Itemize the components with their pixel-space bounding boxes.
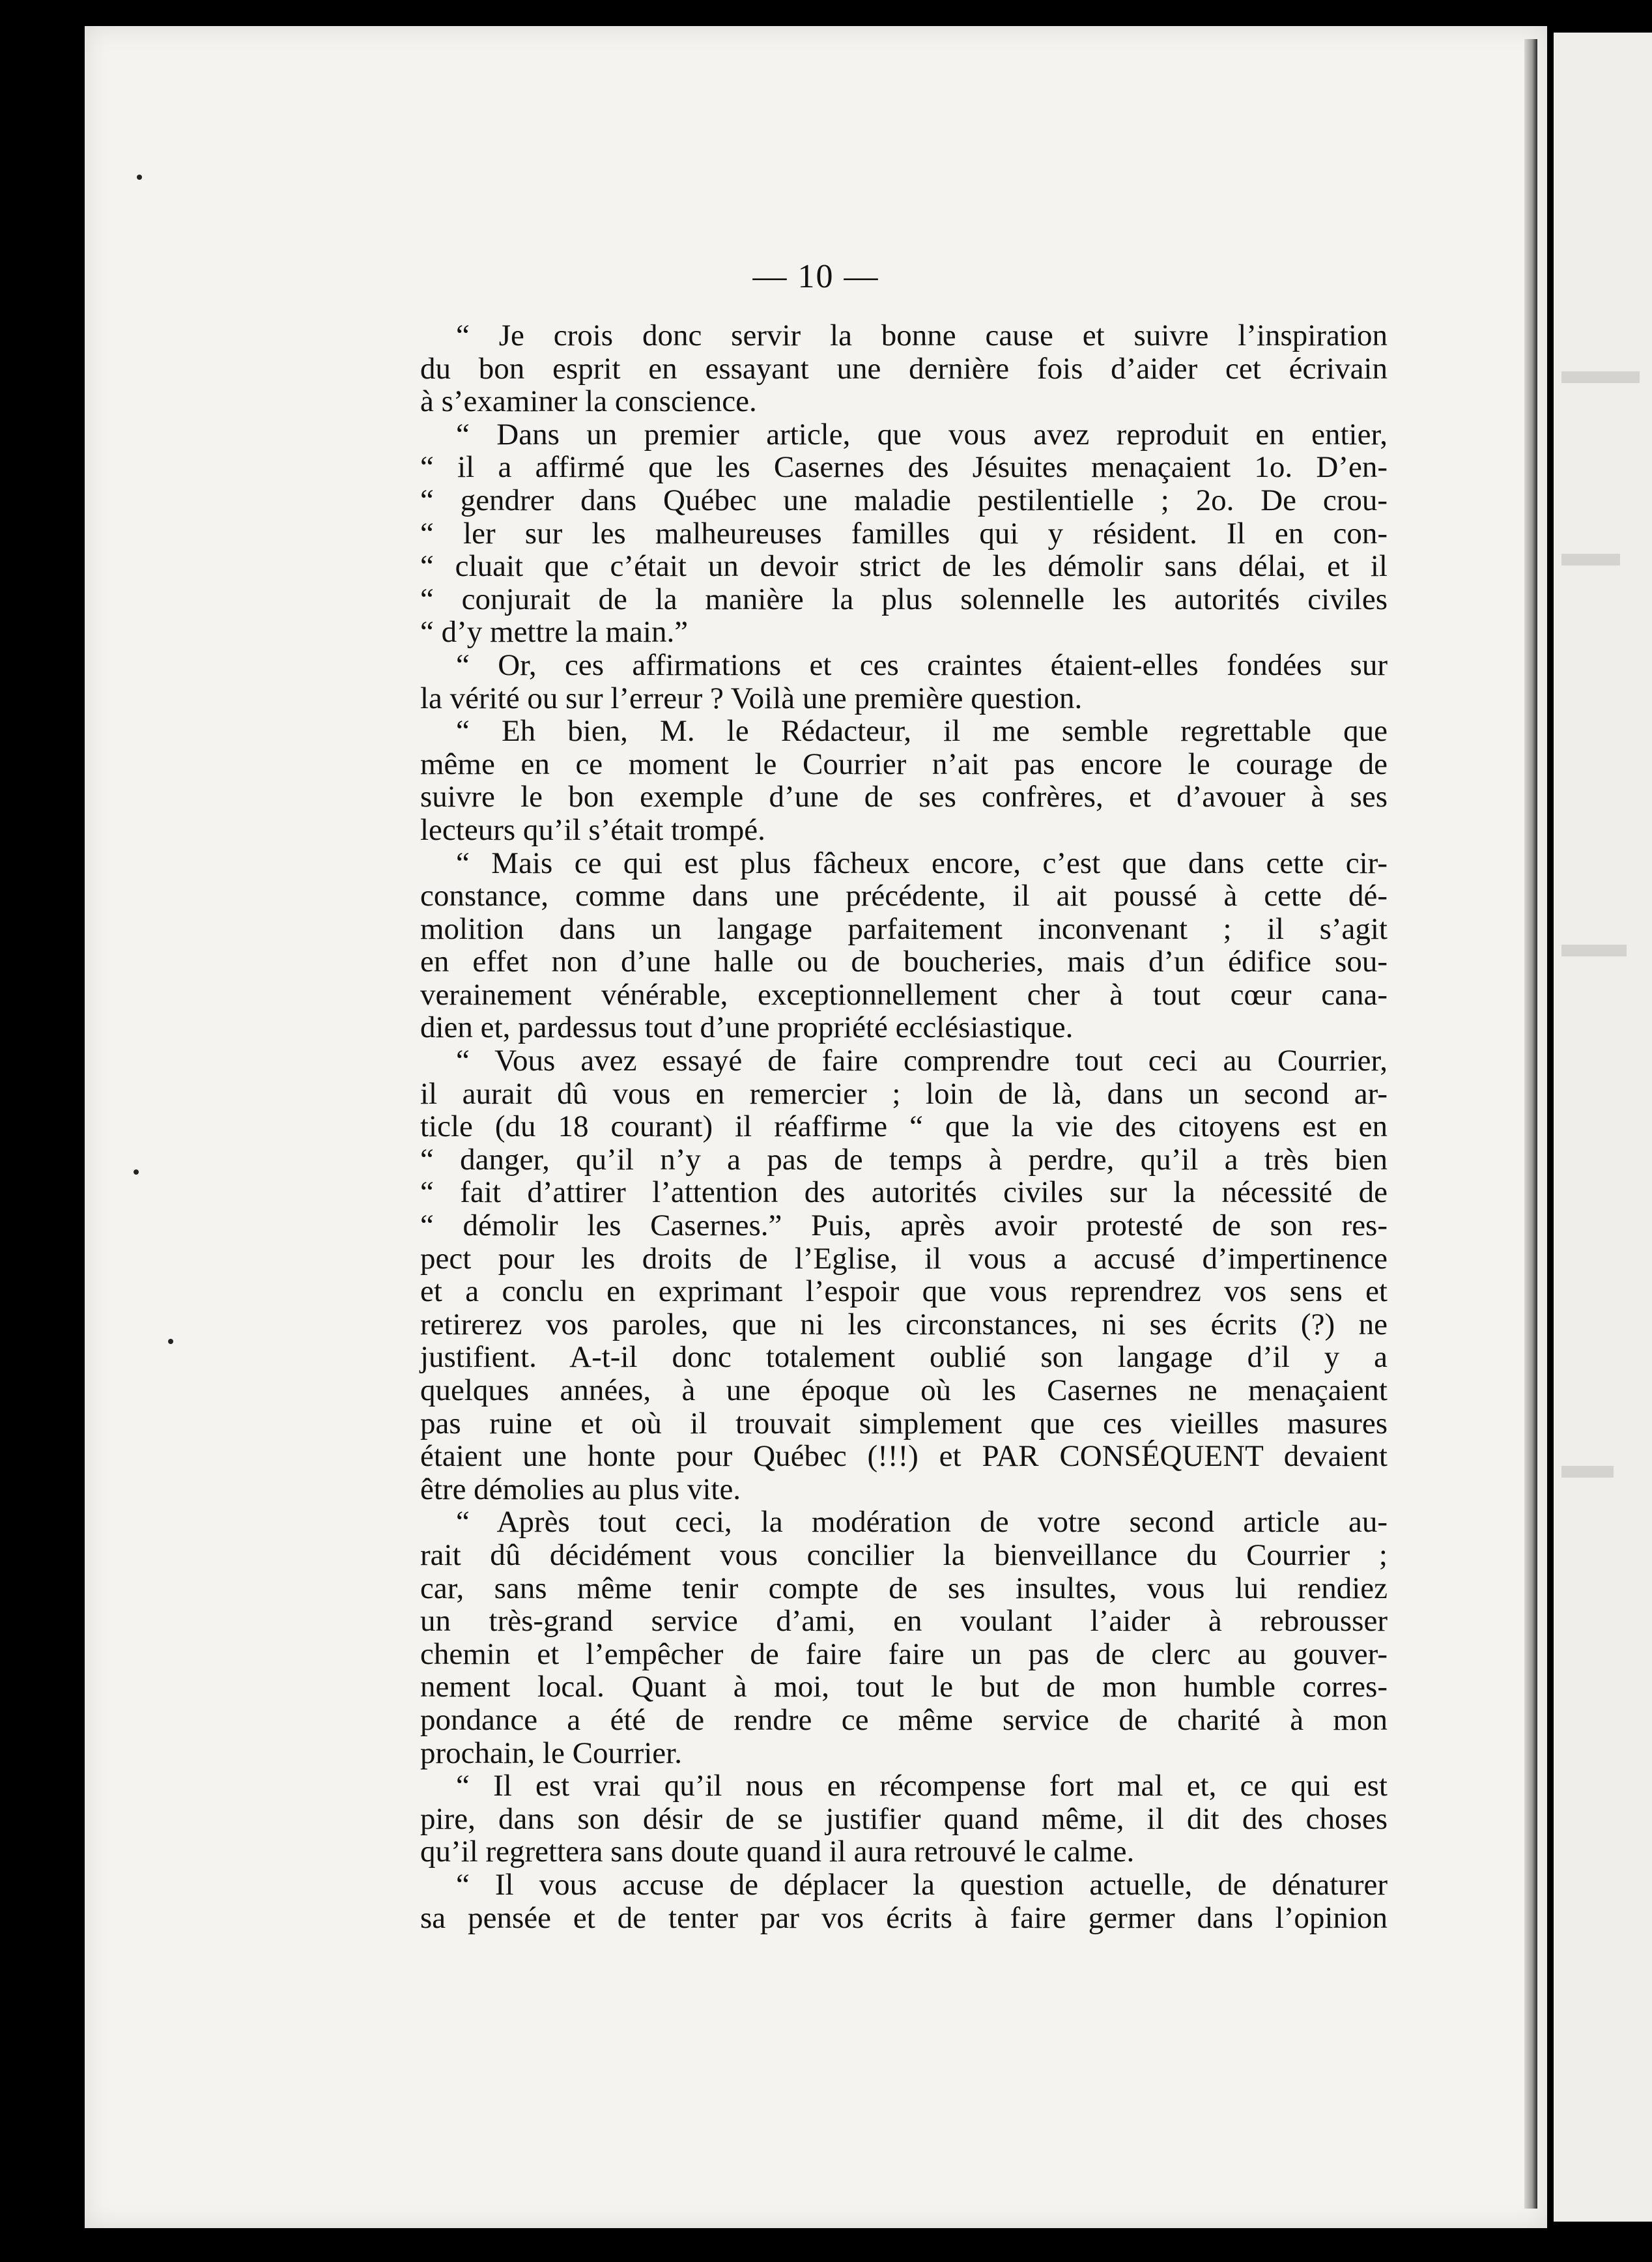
paragraph (420, 1769, 1388, 1868)
bleed-through-mark (1561, 1466, 1614, 1478)
scan-speck (134, 1169, 139, 1175)
text-line: il aurait dû vous en remercier ; loin de là, dans un second ar- (420, 1076, 1388, 1111)
text-line: et a conclu en exprimant l’espoir que vous reprendrez vos sens et (420, 1274, 1388, 1309)
text-line: pas ruine et où il trouvait simplement que ces vieilles masures (420, 1406, 1388, 1440)
text-line: étaient une honte pour Québec (!!!) et PAR CONSÉQUENT devaient (420, 1439, 1388, 1474)
page-number: — 10 — (752, 258, 879, 295)
document-page (85, 26, 1547, 2228)
text-line: en effet non d’une halle ou de boucheries, mais d’un édifice sou- (420, 945, 1388, 979)
bleed-through-mark (1561, 554, 1620, 566)
text-line: nement local. Quant à moi, tout le but de mon humble corres- (420, 1670, 1388, 1704)
text-line: être démolies au plus vite. (420, 1472, 741, 1506)
page-fold-shadow (1524, 39, 1537, 2209)
text-line: même en ce moment le Courrier n’ait pas encore le courage de (420, 747, 1388, 781)
body-text (420, 319, 1388, 1934)
text-line: “ Vous avez essayé de faire comprendre tout ceci au Courrier, (456, 1044, 1388, 1078)
text-line: “ conjurait de la manière la plus solennelle les autorités civiles (420, 582, 1388, 616)
text-line: “ d’y mettre la main.” (420, 615, 689, 650)
text-line: “ démolir les Casernes.” Puis, après avoir protesté de son res- (420, 1209, 1388, 1243)
text-line: “ ler sur les malheureuses familles qui y résident. Il en con- (420, 516, 1388, 551)
text-line: lecteurs qu’il s’était trompé. (420, 812, 765, 847)
text-line: “ Il est vrai qu’il nous en récompense fort mal et, ce qui est (456, 1769, 1388, 1803)
text-line: un très-grand service d’ami, en voulant l’aider à rebrousser (420, 1604, 1388, 1639)
paragraph (420, 418, 1388, 649)
text-line: “ Je crois donc servir la bonne cause et suivre l’inspiration (456, 319, 1388, 352)
text-line: la vérité ou sur l’erreur ? Voilà une première question. (420, 681, 1083, 715)
text-line: ticle (du 18 courant) il réaffirme “ que la vie des citoyens est en (420, 1110, 1388, 1144)
text-line: suivre le bon exemple d’une de ses confrères, et d’avouer à ses (420, 780, 1388, 814)
text-line: “ cluait que c’était un devoir strict de les démolir sans délai, et il (420, 549, 1388, 584)
bleed-through-mark (1561, 371, 1640, 383)
text-line: retirerez vos paroles, que ni les circonstances, ni ses écrits (?) ne (420, 1307, 1388, 1341)
paragraph (420, 715, 1388, 846)
paragraph (420, 1868, 1388, 1934)
text-line: dien et, pardessus tout d’une propriété ecclésiastique. (420, 1010, 1074, 1045)
scan-speck (137, 175, 142, 180)
text-line: pondance a été de rendre ce même service de charité à mon (420, 1702, 1388, 1737)
text-line: sa pensée et de tenter par vos écrits à faire germer dans l’opinion (420, 1900, 1388, 1935)
text-line: car, sans même tenir compte de ses insultes, vous lui rendiez (420, 1571, 1388, 1605)
text-line: rait dû décidément vous concilier la bienveillance du Courrier ; (420, 1538, 1388, 1572)
text-line: quelques années, à une époque où les Casernes ne menaçaient (420, 1373, 1388, 1407)
scan-speck (168, 1339, 173, 1344)
text-line: “ danger, qu’il n’y a pas de temps à perdre, qu’il a très bien (420, 1142, 1388, 1177)
bleed-through-mark (1561, 945, 1627, 956)
text-line: “ Eh bien, M. le Rédacteur, il me semble regrettable que (456, 714, 1388, 749)
text-line: pire, dans son désir de se justifier quand même, il dit des choses (420, 1801, 1388, 1836)
paragraph (420, 1044, 1388, 1506)
text-line: chemin et l’empêcher de faire faire un pas de clerc au gouver- (420, 1637, 1388, 1671)
text-line: “ gendrer dans Québec une maladie pestilentielle ; 2o. De crou- (420, 483, 1388, 517)
text-line: molition dans un langage parfaitement inconvenant ; il s’agit (420, 911, 1388, 946)
text-line: prochain, le Courrier. (420, 1736, 682, 1770)
text-line: pect pour les droits de l’Eglise, il vous a accusé d’impertinence (420, 1241, 1388, 1276)
text-line: à s’examiner la conscience. (420, 384, 757, 419)
adjacent-page-edge (1554, 33, 1652, 2222)
text-line: du bon esprit en essayant une dernière fois d’aider cet écrivain (420, 351, 1388, 386)
paragraph (420, 847, 1388, 1045)
paragraph (420, 649, 1388, 715)
text-line: “ Dans un premier article, que vous avez reproduit en entier, (456, 417, 1388, 451)
paragraph (420, 1506, 1388, 1769)
paragraph (420, 319, 1388, 418)
text-line: “ fait d’attirer l’attention des autorités civiles sur la nécessité de (420, 1175, 1388, 1210)
text-line: “ il a affirmé que les Casernes des Jésuites menaçaient 1o. D’en- (420, 450, 1388, 485)
text-line: “ Après tout ceci, la modération de votre second article au- (456, 1505, 1388, 1539)
text-line: justifient. A-t-il donc totalement oublié son langage d’il y a (420, 1340, 1388, 1375)
text-line: verainement vénérable, exceptionnellement cher à tout cœur cana- (420, 977, 1388, 1012)
text-line: “ Mais ce qui est plus fâcheux encore, c’est que dans cette cir- (456, 846, 1388, 880)
text-line: “ Or, ces affirmations et ces craintes étaient-elles fondées sur (456, 648, 1388, 682)
text-line: constance, comme dans une précédente, il ait poussé à cette dé- (420, 879, 1388, 913)
text-line: “ Il vous accuse de déplacer la question actuelle, de dénaturer (456, 1867, 1388, 1902)
text-line: qu’il regrettera sans doute quand il aura retrouvé le calme. (420, 1835, 1135, 1869)
